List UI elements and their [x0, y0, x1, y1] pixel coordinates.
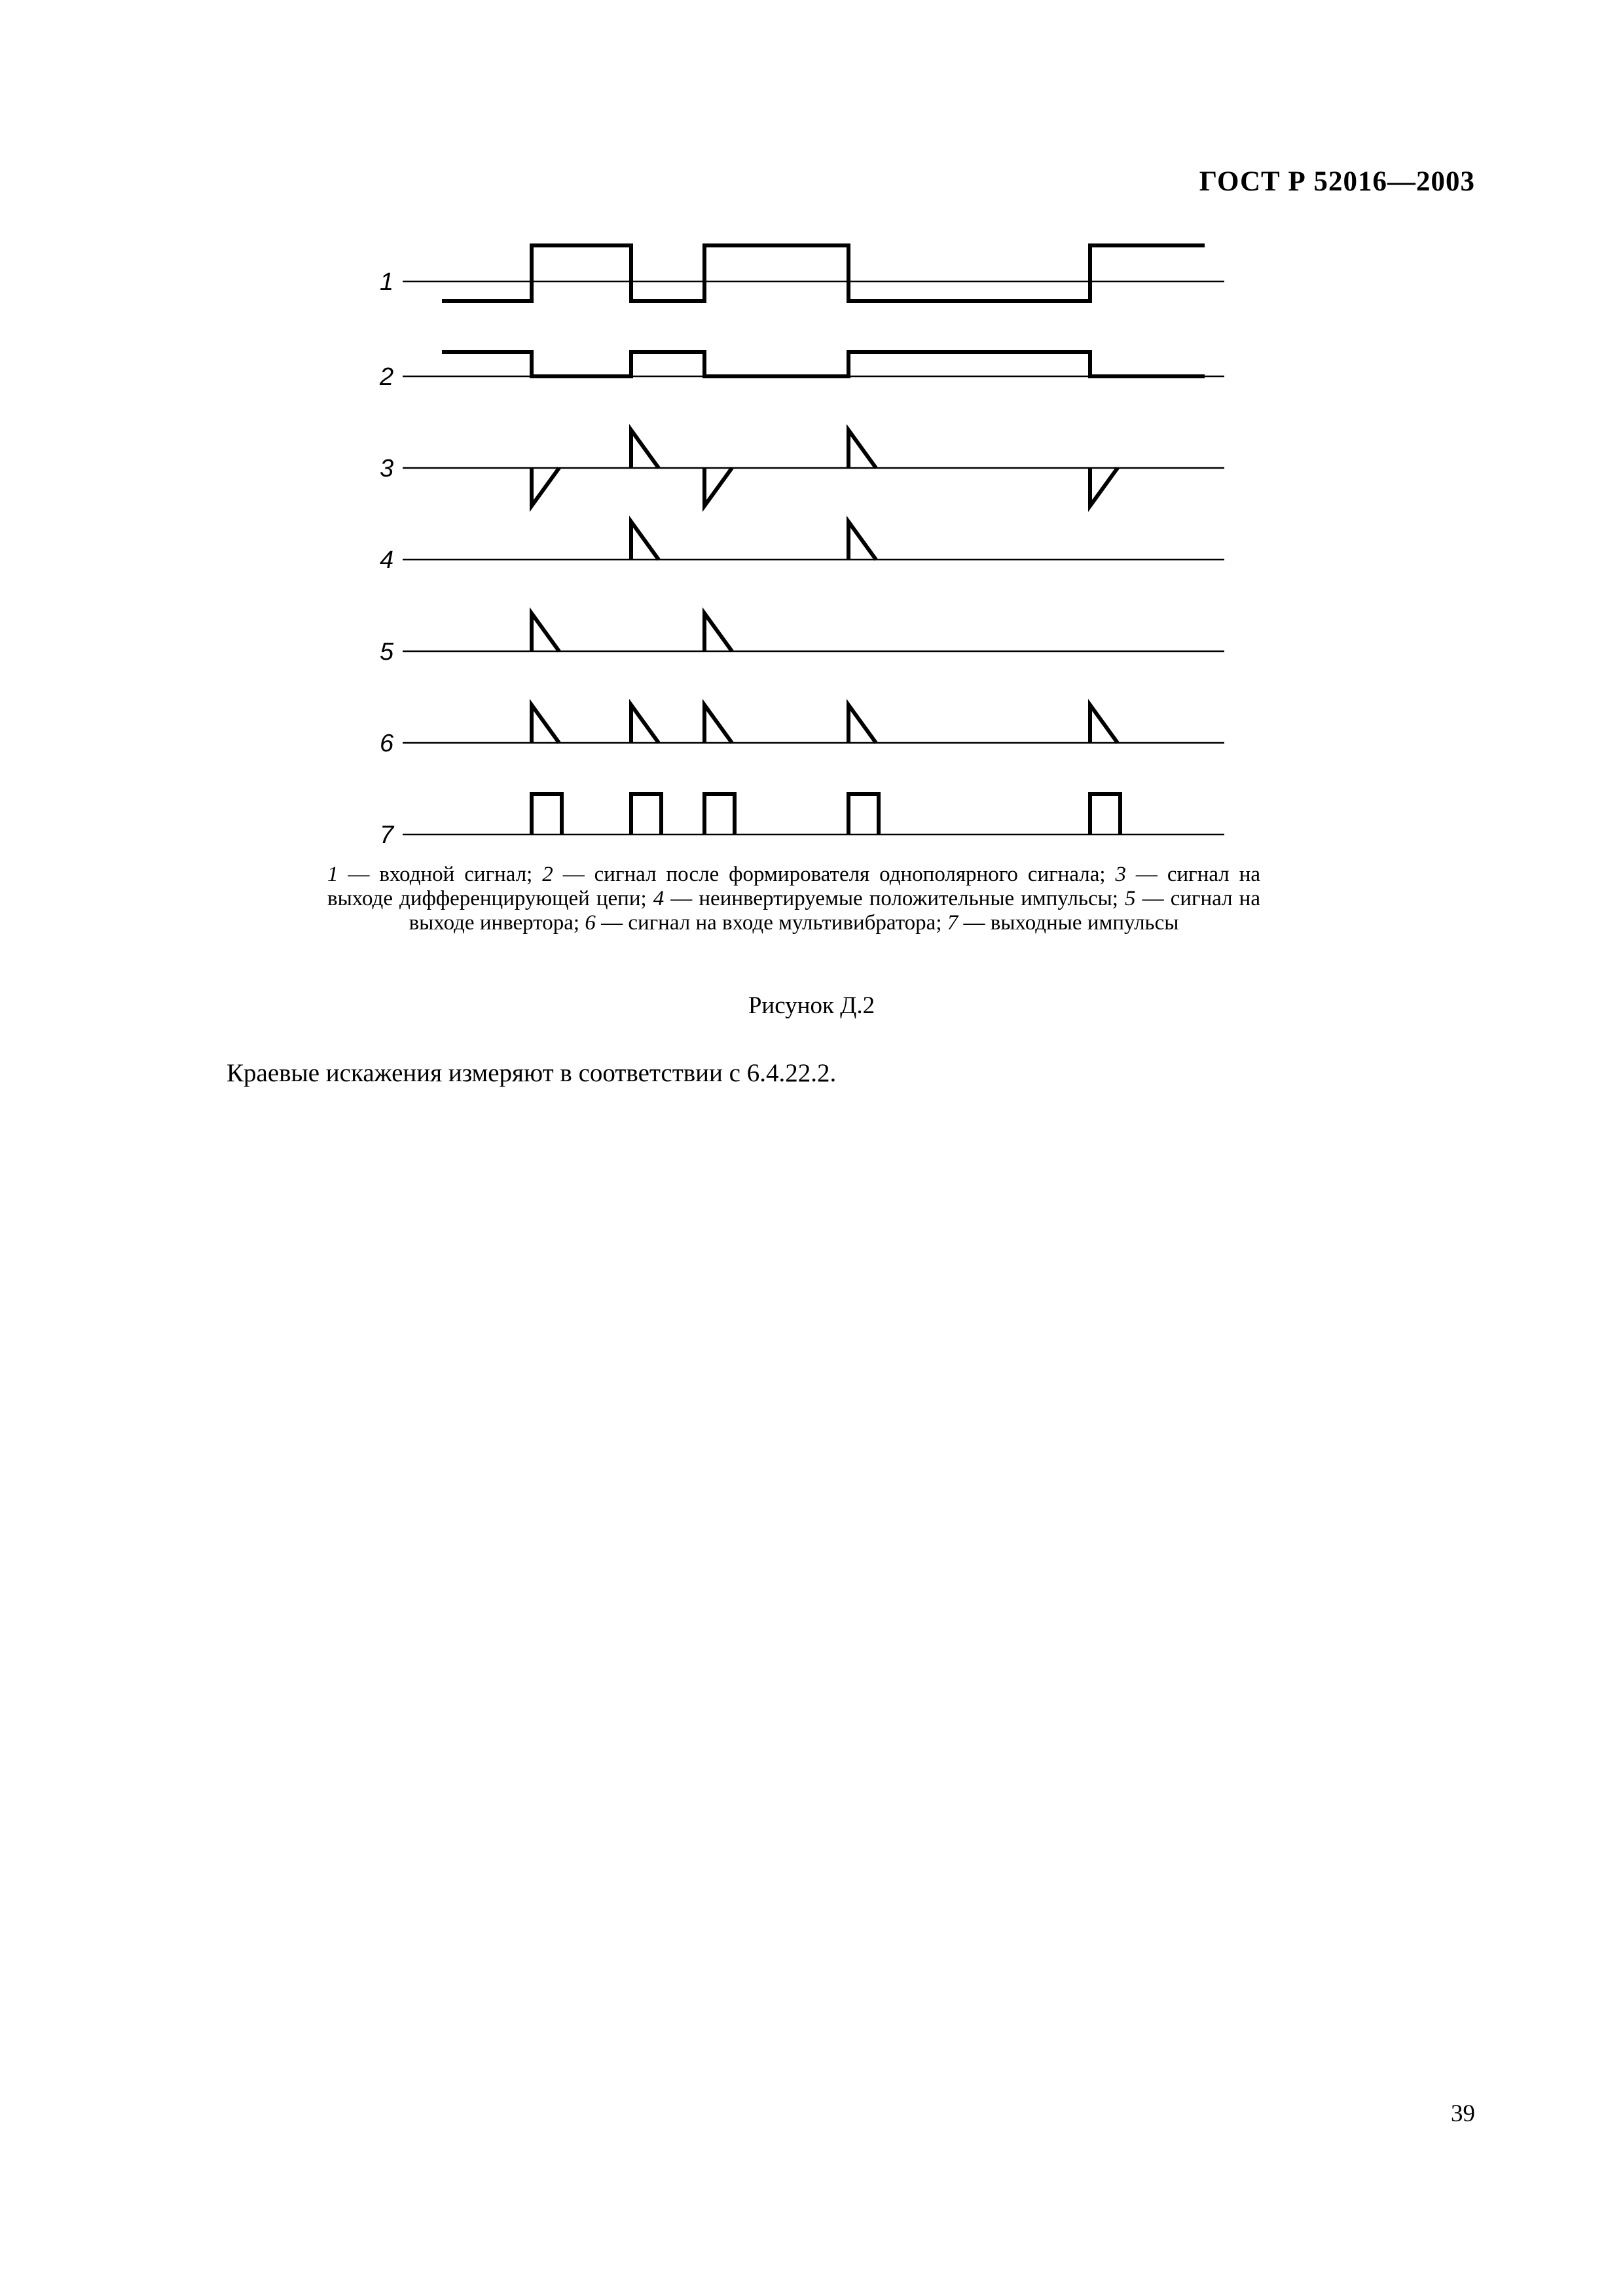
- signal-7-pulse-2: [631, 794, 661, 834]
- signal-label-5: 5: [380, 638, 394, 666]
- signal-label-3: 3: [380, 455, 394, 482]
- signal-label-6: 6: [380, 730, 394, 757]
- signal-3-pos-pulse-1: [631, 430, 659, 468]
- signal-4-pulse-2: [848, 522, 876, 560]
- signal-2-waveform: [442, 352, 1205, 376]
- caption-item-7: 7 — выходные импульсы: [947, 911, 1179, 935]
- timing-diagram: [354, 229, 1231, 857]
- figure-caption: [327, 863, 1260, 935]
- signal-7-pulse-1: [532, 794, 562, 834]
- signal-label-2: 2: [380, 363, 394, 391]
- caption-item-4: 4 — неинвертируемые положительные импульсы;: [653, 887, 1125, 910]
- signal-label-1: 1: [380, 268, 394, 296]
- caption-item-2: 2 — сигнал после формирователя однополярного сигнала;: [542, 863, 1116, 886]
- signal-3-neg-pulse-3: [1090, 468, 1118, 506]
- timing-diagram-svg: [354, 229, 1231, 857]
- document-code-header: ГОСТ Р 52016—2003: [1199, 166, 1475, 197]
- signal-3-neg-pulse-1: [532, 468, 559, 506]
- caption-item-5: 5 — сигнал на выходе инвертора;: [409, 887, 1260, 935]
- signal-4-pulse-1: [631, 522, 659, 560]
- signal-6-pulse-2: [631, 705, 659, 743]
- signal-6-pulse-3: [704, 705, 732, 743]
- signal-7-pulse-5: [1090, 794, 1120, 834]
- figure-title: Рисунок Д.2: [748, 992, 875, 1019]
- signal-5-pulse-1: [532, 613, 559, 651]
- caption-item-1: 1 — входной сигнал;: [327, 863, 543, 886]
- signal-7-pulse-4: [848, 794, 879, 834]
- signal-5-pulse-2: [704, 613, 732, 651]
- signal-6-pulse-1: [532, 705, 559, 743]
- caption-item-6: 6 — сигнал на входе мультивибратора;: [585, 911, 947, 935]
- signal-label-7: 7: [380, 821, 394, 849]
- signal-3-neg-pulse-2: [704, 468, 732, 506]
- signal-3-pos-pulse-2: [848, 430, 876, 468]
- page-number: 39: [1451, 2100, 1475, 2127]
- signal-label-4: 4: [380, 547, 394, 574]
- caption-item-3: 3 — сигнал на выходе дифференцирующей цепи;: [327, 863, 1261, 910]
- signal-6-pulse-5: [1090, 705, 1118, 743]
- body-paragraph: Краевые искажения измеряют в соответствии с 6.4.22.2.: [227, 1059, 837, 1087]
- signal-7-pulse-3: [704, 794, 735, 834]
- signal-1-waveform: [442, 245, 1205, 301]
- signal-6-pulse-4: [848, 705, 876, 743]
